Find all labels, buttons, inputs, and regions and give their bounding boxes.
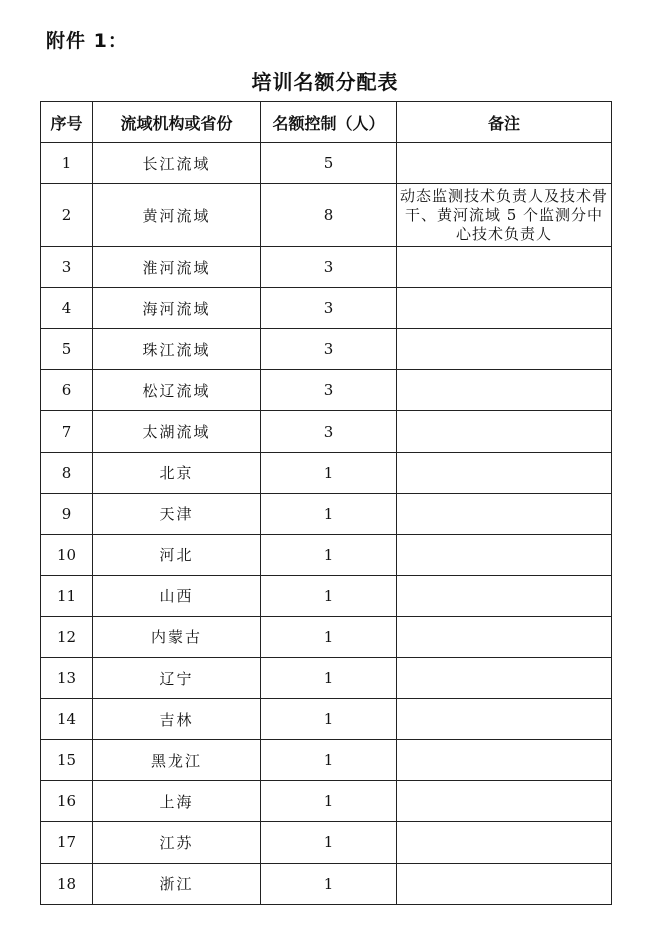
cell-no: 1 [41,143,93,184]
table-row [41,493,612,534]
cell-note [397,740,612,781]
cell-quota: 1 [261,452,397,493]
cell-quota: 1 [261,575,397,616]
cell-no: 4 [41,288,93,329]
cell-no: 15 [41,740,93,781]
cell-name: 黄河流域 [93,184,261,247]
page-title: 培训名额分配表 [251,70,399,94]
cell-no: 8 [41,452,93,493]
header-note: 备注 [397,102,612,143]
cell-no: 5 [41,329,93,370]
table-row [41,863,612,904]
cell-quota: 1 [261,493,397,534]
cell-no: 10 [41,534,93,575]
cell-name: 海河流域 [93,288,261,329]
cell-no: 17 [41,822,93,863]
cell-quota: 1 [261,822,397,863]
cell-note [397,329,612,370]
cell-quota: 1 [261,699,397,740]
cell-quota: 1 [261,781,397,822]
cell-note [397,452,612,493]
table-row [41,822,612,863]
cell-name: 内蒙古 [93,616,261,657]
cell-name: 河北 [93,534,261,575]
cell-quota: 1 [261,658,397,699]
cell-no: 2 [41,184,93,247]
table-row [41,411,612,452]
cell-quota: 8 [261,184,397,247]
cell-name: 珠江流域 [93,329,261,370]
cell-quota: 5 [261,143,397,184]
cell-no: 13 [41,658,93,699]
cell-quota: 1 [261,863,397,904]
table-row [41,288,612,329]
cell-quota: 3 [261,370,397,411]
cell-note [397,781,612,822]
cell-note [397,699,612,740]
header-no: 序号 [41,102,93,143]
cell-name: 黑龙江 [93,740,261,781]
cell-note [397,143,612,184]
table-row [41,452,612,493]
cell-quota: 3 [261,247,397,288]
table-row [41,658,612,699]
cell-name: 长江流域 [93,143,261,184]
table-row [41,781,612,822]
cell-name: 淮河流域 [93,247,261,288]
table-row [41,143,612,184]
cell-no: 3 [41,247,93,288]
table-header-row [41,102,612,143]
cell-name: 松辽流域 [93,370,261,411]
cell-name: 上海 [93,781,261,822]
table-row [41,616,612,657]
cell-name: 北京 [93,452,261,493]
cell-quota: 3 [261,288,397,329]
cell-note [397,247,612,288]
header-quota: 名额控制（人） [261,102,397,143]
table-row [41,534,612,575]
table-row [41,740,612,781]
cell-note: 动态监测技术负责人及技术骨干、黄河流域 5 个监测分中心技术负责人 [397,184,612,247]
cell-note [397,493,612,534]
cell-name: 辽宁 [93,658,261,699]
cell-quota: 3 [261,411,397,452]
cell-name: 吉林 [93,699,261,740]
cell-note [397,658,612,699]
table-row [41,329,612,370]
cell-note [397,411,612,452]
cell-no: 7 [41,411,93,452]
cell-note [397,616,612,657]
cell-quota: 1 [261,740,397,781]
cell-note [397,534,612,575]
cell-note [397,575,612,616]
cell-quota: 1 [261,616,397,657]
cell-note [397,370,612,411]
cell-note [397,288,612,329]
cell-no: 16 [41,781,93,822]
cell-note [397,822,612,863]
cell-no: 12 [41,616,93,657]
header-name: 流域机构或省份 [93,102,261,143]
cell-no: 11 [41,575,93,616]
cell-no: 9 [41,493,93,534]
cell-no: 18 [41,863,93,904]
cell-no: 14 [41,699,93,740]
table-row [41,184,612,247]
cell-name: 太湖流域 [93,411,261,452]
table-row [41,247,612,288]
cell-name: 江苏 [93,822,261,863]
table-row [41,699,612,740]
cell-note [397,863,612,904]
cell-name: 浙江 [93,863,261,904]
quota-table [40,101,612,905]
table-row [41,370,612,411]
cell-no: 6 [41,370,93,411]
cell-quota: 1 [261,534,397,575]
table-row [41,575,612,616]
attachment-label: 附件 1： [46,30,128,52]
cell-quota: 3 [261,329,397,370]
cell-name: 山西 [93,575,261,616]
cell-name: 天津 [93,493,261,534]
